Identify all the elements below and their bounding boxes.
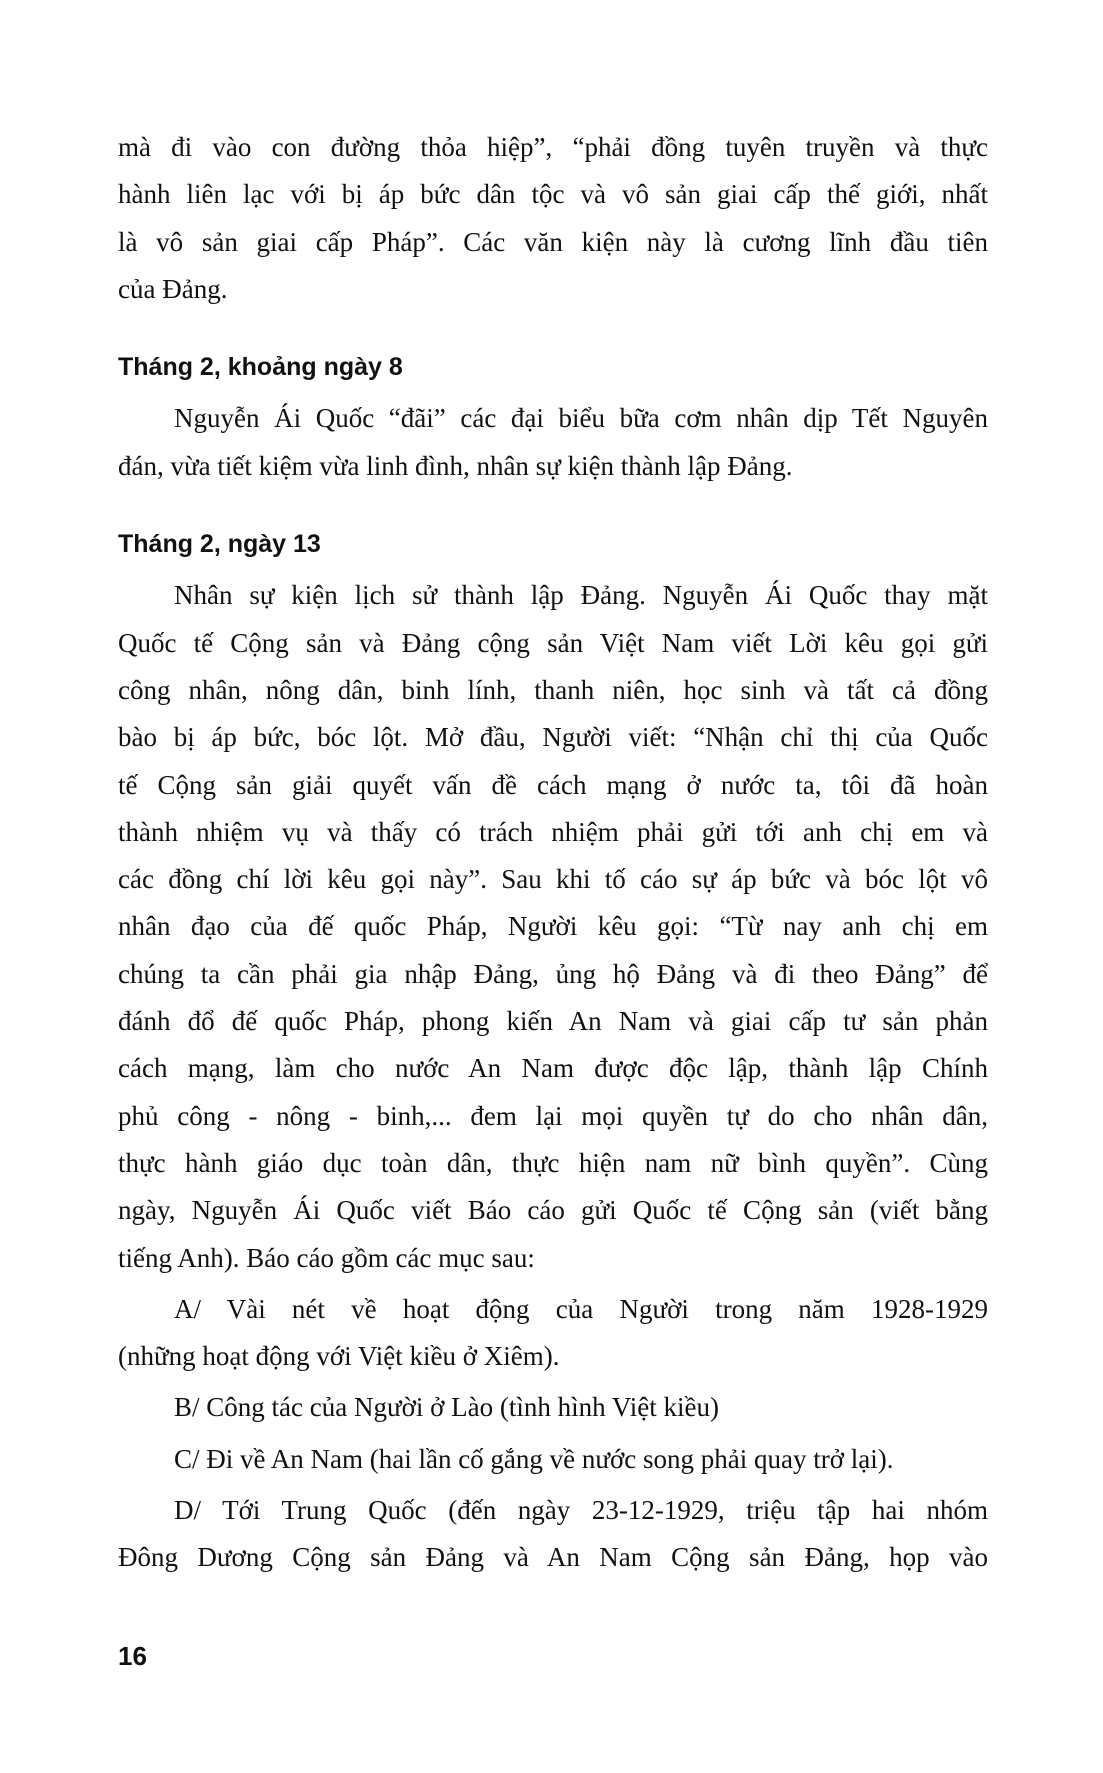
text-line: chúng ta cần phải gia nhập Đảng, ủng hộ Đảng và đi theo Đảng” để bbox=[118, 958, 988, 989]
text-line: đánh đổ đế quốc Pháp, phong kiến An Nam và giai cấp tư sản phản bbox=[118, 1006, 988, 1037]
text-line: bào bị áp bức, bóc lột. Mở đầu, Người viết: “Nhận chỉ thị của Quốc bbox=[118, 722, 988, 753]
text-line: của Đảng. bbox=[118, 273, 228, 304]
text-line: Nhân sự kiện lịch sử thành lập Đảng. Nguyễn Ái Quốc thay mặt bbox=[174, 580, 988, 611]
text-line: C/ Đi về An Nam (hai lần cố gắng về nước song phải quay trở lại). bbox=[174, 1443, 894, 1474]
paragraph bbox=[118, 124, 988, 313]
text-line: (những hoạt động với Việt kiều ở Xiêm). bbox=[118, 1341, 560, 1372]
text-line: công nhân, nông dân, binh lính, thanh niên, học sinh và tất cả đồng bbox=[118, 674, 988, 705]
text-line: thực hành giáo dục toàn dân, thực hiện nam nữ bình quyền”. Cùng bbox=[118, 1147, 988, 1178]
page-number: 16 bbox=[118, 1641, 147, 1671]
text-line: nhân đạo của đế quốc Pháp, Người kêu gọi: “Từ nay anh chị em bbox=[118, 911, 988, 942]
text-line: mà đi vào con đường thỏa hiệp”, “phải đồng tuyên truyền và thực bbox=[118, 132, 988, 162]
text-line: Nguyễn Ái Quốc “đãi” các đại biểu bữa cơm nhân dịp Tết Nguyên bbox=[174, 403, 988, 434]
text-line: D/ Tới Trung Quốc (đến ngày 23-12-1929, triệu tập hai nhóm bbox=[174, 1495, 988, 1526]
section-heading: Tháng 2, khoảng ngày 8 bbox=[118, 353, 403, 382]
text-line: Đông Dương Cộng sản Đảng và An Nam Cộng sản Đảng, họp vào bbox=[118, 1542, 988, 1573]
paragraph bbox=[118, 572, 988, 1281]
text-line: Quốc tế Cộng sản và Đảng cộng sản Việt Nam viết Lời kêu gọi gửi bbox=[118, 627, 988, 658]
text-line: A/ Vài nét về hoạt động của Người trong năm 1928-1929 bbox=[174, 1293, 988, 1324]
paragraph bbox=[118, 1436, 988, 1483]
page-body bbox=[118, 124, 988, 1582]
text-line: ngày, Nguyễn Ái Quốc viết Báo cáo gửi Quốc tế Cộng sản (viết bằng bbox=[118, 1195, 988, 1226]
paragraph bbox=[118, 1286, 988, 1381]
text-line: thành nhiệm vụ và thấy có trách nhiệm phải gửi tới anh chị em và bbox=[118, 816, 988, 847]
paragraph bbox=[118, 1384, 988, 1431]
paragraph bbox=[118, 1487, 988, 1582]
text-line: hành liên lạc với bị áp bức dân tộc và vô sản giai cấp thế giới, nhất bbox=[118, 179, 988, 210]
section-heading: Tháng 2, ngày 13 bbox=[118, 530, 321, 559]
text-line: tiếng Anh). Báo cáo gồm các mục sau: bbox=[118, 1242, 535, 1273]
paragraph bbox=[118, 395, 988, 490]
text-line: tế Cộng sản giải quyết vấn đề cách mạng ở nước ta, tôi đã hoàn bbox=[118, 769, 988, 800]
text-line: là vô sản giai cấp Pháp”. Các văn kiện này là cương lĩnh đầu tiên bbox=[118, 226, 988, 257]
text-line: B/ Công tác của Người ở Lào (tình hình Việt kiều) bbox=[174, 1392, 719, 1423]
text-line: các đồng chí lời kêu gọi này”. Sau khi tố cáo sự áp bức và bóc lột vô bbox=[118, 864, 988, 895]
text-line: phủ công - nông - binh,... đem lại mọi quyền tự do cho nhân dân, bbox=[118, 1100, 988, 1131]
text-line: đán, vừa tiết kiệm vừa linh đình, nhân sự kiện thành lập Đảng. bbox=[118, 450, 793, 481]
text-line: cách mạng, làm cho nước An Nam được độc lập, thành lập Chính bbox=[118, 1053, 988, 1084]
